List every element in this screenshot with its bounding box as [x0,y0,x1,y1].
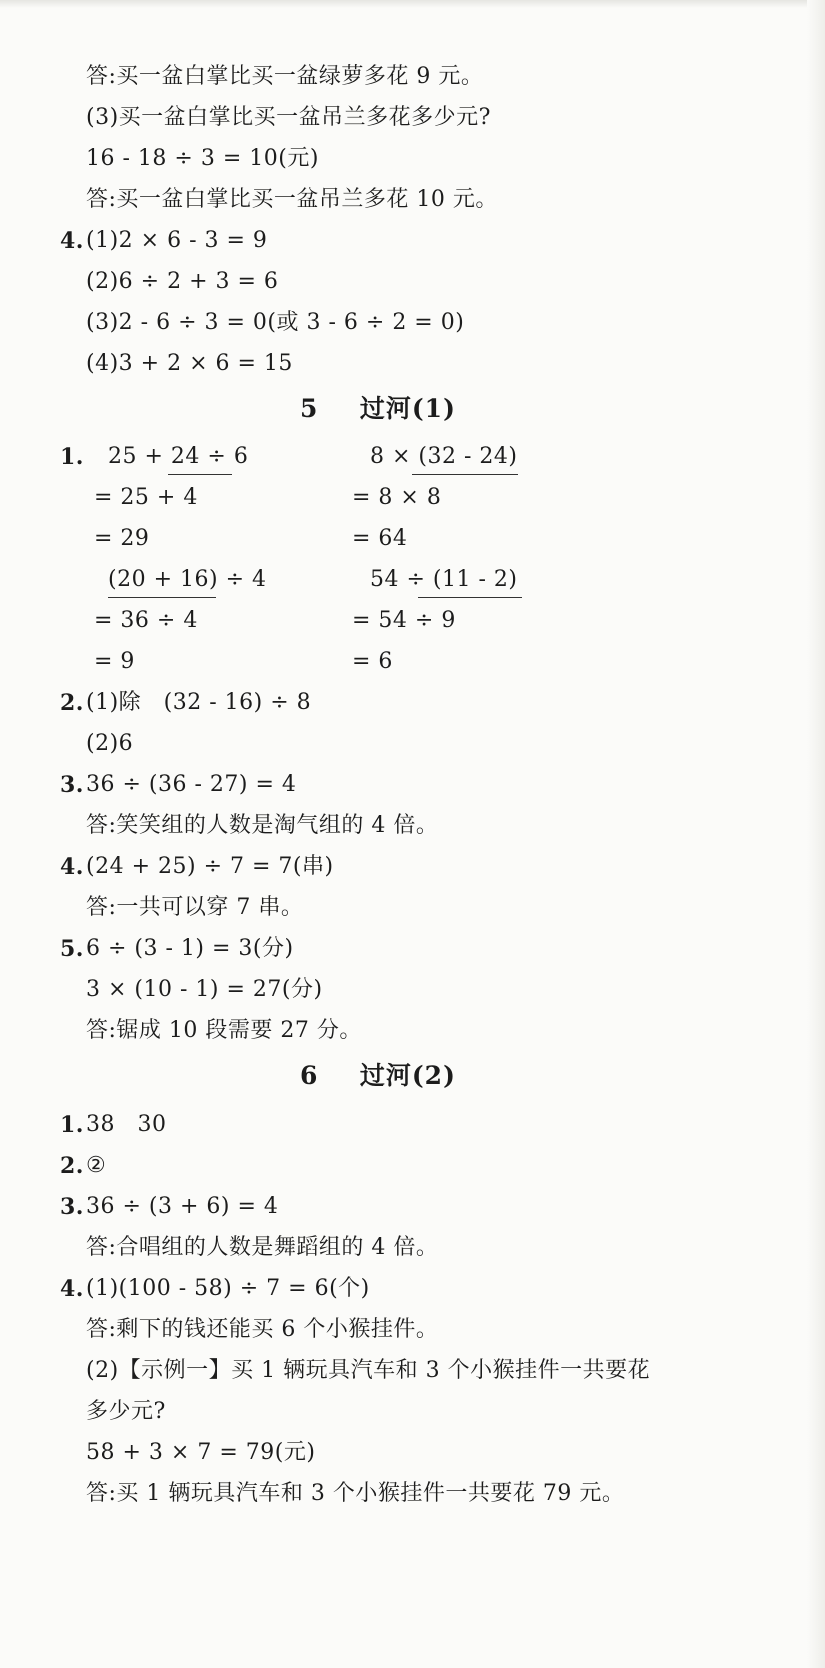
calc-step: = 25 + 4 [94,485,198,510]
equation-line: 6 ÷ (3 - 1) = 3(分) [86,936,294,961]
calc-step: 8 × (32 - 24) [370,444,518,469]
scan-top-edge [0,0,825,8]
calc-step: = 29 [94,526,150,551]
calc-step: = 6 [352,649,393,674]
question-number: 5. [60,936,84,962]
question-line: (3)买一盆白掌比买一盆吊兰多花多少元? [86,105,491,130]
underline-mark [418,597,522,598]
question-number: 1. [60,1112,84,1138]
equation-line: (4)3 + 2 × 6 = 15 [86,351,293,376]
equation-line: 36 ÷ (36 - 27) = 4 [86,772,297,797]
underline-mark [412,474,518,475]
calc-step: 54 ÷ (11 - 2) [370,567,518,592]
answer-line: ② [86,1153,107,1178]
equation-line: 58 + 3 × 7 = 79(元) [86,1440,316,1465]
equation-line: (3)2 - 6 ÷ 3 = 0(或 3 - 6 ÷ 2 = 0) [86,310,465,335]
calc-step: = 9 [94,649,135,674]
equation-line: 36 ÷ (3 + 6) = 4 [86,1194,279,1219]
equation-line: (2)6 ÷ 2 + 3 = 6 [86,269,279,294]
equation-line: (1)(100 - 58) ÷ 7 = 6(个) [86,1276,370,1301]
answer-line: 答:买一盆白掌比买一盆绿萝多花 9 元。 [86,64,484,89]
scan-right-edge [807,0,825,1668]
question-number: 3. [60,772,84,798]
answer-line: 答:笑笑组的人数是淘气组的 4 倍。 [86,813,439,838]
question-number: 4. [60,1276,84,1302]
answer-line: 38 30 [86,1112,167,1137]
underline-mark [108,597,216,598]
answer-line: 答:剩下的钱还能买 6 个小猴挂件。 [86,1317,439,1342]
equation-line: (24 + 25) ÷ 7 = 7(串) [86,854,334,879]
equation-line: 3 × (10 - 1) = 27(分) [86,977,323,1002]
calc-step: 25 + 24 ÷ 6 [108,444,249,469]
equation-line: (1)2 × 6 - 3 = 9 [86,228,268,253]
calc-step: (20 + 16) ÷ 4 [108,567,267,592]
section-number: 5 [300,394,319,423]
calc-step: = 36 ÷ 4 [94,608,198,633]
question-line: (2)【示例一】买 1 辆玩具汽车和 3 个小猴挂件一共要花 [86,1358,651,1383]
question-number: 2. [60,1153,84,1179]
answer-line: 答:锯成 10 段需要 27 分。 [86,1018,362,1043]
answer-line: 答:一共可以穿 7 串。 [86,895,304,920]
answer-line: (2)6 [86,731,134,756]
question-number: 1. [60,444,84,470]
section-number: 6 [300,1061,319,1090]
equation-line: 16 - 18 ÷ 3 = 10(元) [86,146,319,171]
calc-step: = 64 [352,526,408,551]
calc-step: = 54 ÷ 9 [352,608,456,633]
answer-line: 答:合唱组的人数是舞蹈组的 4 倍。 [86,1235,439,1260]
question-number: 3. [60,1194,84,1220]
answer-line: 答:买一盆白掌比买一盆吊兰多花 10 元。 [86,187,498,212]
answer-line: (1)除 (32 - 16) ÷ 8 [86,690,312,715]
section-title: 过河(2) [359,1061,456,1090]
question-number: 4. [60,854,84,880]
question-number: 4. [60,228,84,254]
question-line: 多少元? [86,1399,166,1424]
question-number: 2. [60,690,84,716]
underline-mark [168,474,232,475]
section-title: 过河(1) [359,394,456,423]
section-heading-6 [300,1060,456,1092]
answer-line: 答:买 1 辆玩具汽车和 3 个小猴挂件一共要花 79 元。 [86,1481,625,1506]
section-heading-5 [300,393,456,425]
calc-step: = 8 × 8 [352,485,442,510]
